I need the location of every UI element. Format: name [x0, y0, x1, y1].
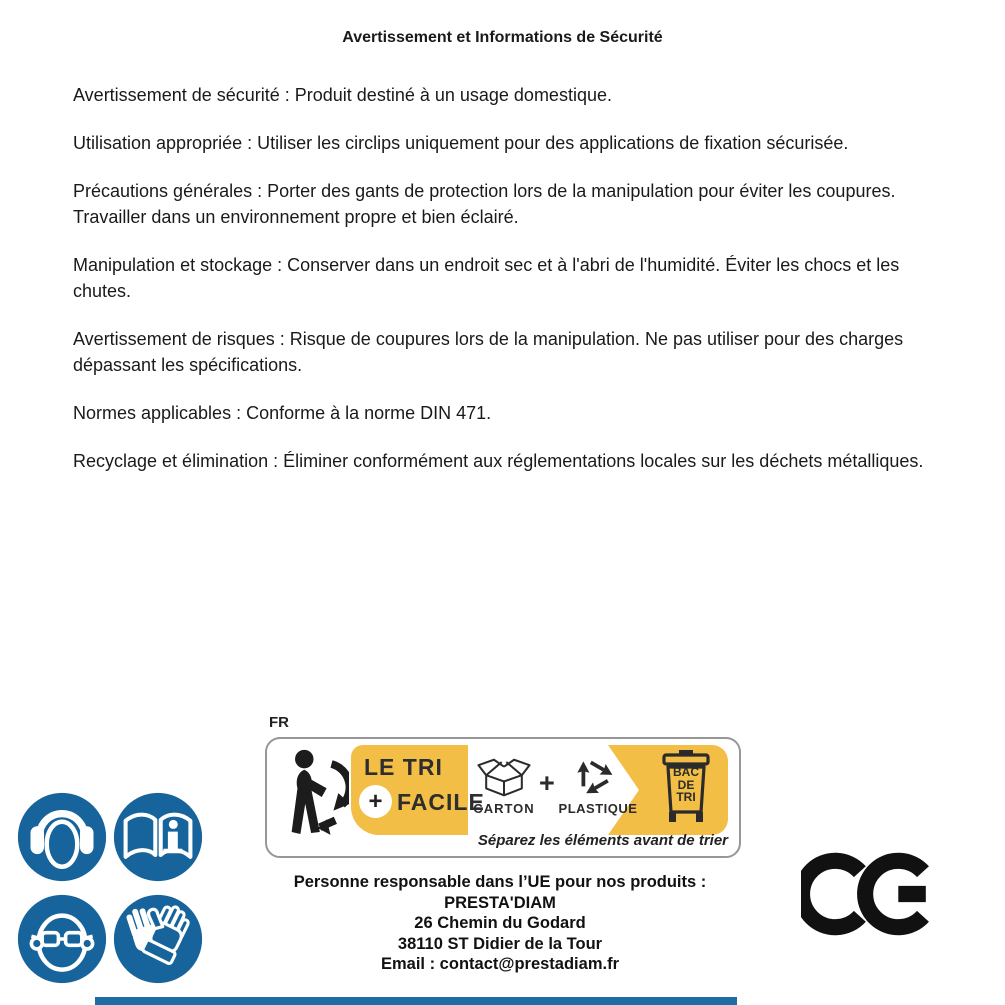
read-instruction-manual-icon — [113, 792, 203, 882]
wear-ear-protection-icon — [17, 792, 107, 882]
bin-text: BAC DE TRI — [673, 765, 699, 804]
page-title: Avertissement et Informations de Sécurité — [342, 29, 663, 46]
address-city: 38110 ST Didier de la Tour — [397, 934, 603, 953]
paragraph-risk-warning: Avertissement de risques : Risque de coupures lors de la manipulation. Ne pas utiliser pour des charges dépassant les spécifications. — [73, 329, 904, 375]
company-name: PRESTA'DIAM — [444, 893, 556, 912]
sorting-tagline: Séparez les éléments avant de trier — [477, 832, 728, 849]
triman-icon — [279, 748, 349, 846]
contact-email: Email : contact@prestadiam.fr — [381, 955, 619, 973]
material-carton-label: CARTON — [473, 801, 535, 816]
plastic-recycling-icon — [565, 750, 623, 800]
plus-icon: + — [359, 785, 392, 818]
material-plastique-label: PLASTIQUE — [558, 801, 638, 816]
paragraph-general-precautions: Précautions générales : Porter des gants de protection lors de la manipulation pour éviter les coupures. Travailler dans un environnement propre et bien éclairé. — [73, 181, 896, 227]
headline-facile: FACILE — [397, 789, 485, 815]
triman-sorting-label — [265, 714, 741, 858]
responsible-person-block — [255, 872, 745, 975]
ce-mark-icon — [801, 842, 941, 946]
materials-plus-icon: + — [539, 768, 555, 798]
paragraph-handling-storage: Manipulation et stockage : Conserver dans un endroit sec et à l'abri de l'humidité. Éviter les chocs et les chutes. — [73, 255, 900, 301]
address-street: 26 Chemin du Godard — [414, 914, 586, 932]
wear-eye-protection-icon — [17, 894, 107, 984]
paragraph-appropriate-use: Utilisation appropriée : Utiliser les circlips uniquement pour des applications de fixation sécurisée. — [73, 133, 849, 153]
wear-protective-gloves-icon — [113, 894, 203, 984]
cutoff-bottom-banner — [95, 997, 737, 1005]
paragraph-safety-warning: Avertissement de sécurité : Produit destiné à un usage domestique. — [73, 85, 612, 105]
mandatory-safety-icons — [17, 792, 207, 984]
carton-box-icon — [475, 752, 533, 800]
country-code-label: FR — [269, 714, 289, 731]
headline-le-tri: LE TRI — [364, 754, 443, 780]
paragraph-recycling-disposal: Recyclage et élimination : Éliminer conformément aux réglementations locales sur les déchets métalliques. — [73, 451, 924, 471]
paragraph-applicable-standards: Normes applicables : Conforme à la norme DIN 471. — [73, 403, 492, 423]
body-paragraphs — [73, 82, 945, 496]
responsible-intro: Personne responsable dans l’UE pour nos produits : — [293, 873, 707, 891]
